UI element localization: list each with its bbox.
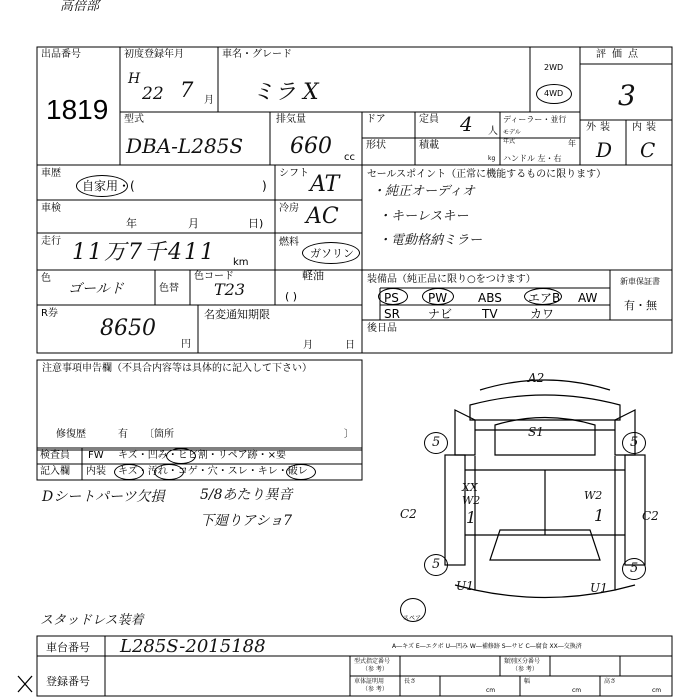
mark-u1-left: U1 <box>456 579 474 593</box>
mark-u1-right: U1 <box>590 581 608 595</box>
warranty-label: 新車保証書 <box>620 277 660 286</box>
mark-w2-left: W2 <box>462 494 481 507</box>
color-code-value: T23 <box>214 280 246 299</box>
check-row2-tag: 内装 <box>86 466 106 477</box>
footer-length: 長さ <box>404 678 417 685</box>
shift-label: シフト <box>279 168 309 179</box>
footer-class: 類別区分番号 <box>504 658 541 665</box>
history-close: ) <box>262 179 267 193</box>
footer-ref3: （参 考） <box>362 686 388 693</box>
footer-width: 幅 <box>524 678 531 685</box>
first-reg-month-unit: 月 <box>204 95 214 106</box>
check-label-2: 記入欄 <box>40 466 70 477</box>
displacement-label: 排気量 <box>276 114 306 125</box>
mileage-label: 走行 <box>41 236 61 247</box>
displacement-unit: cc <box>344 152 355 163</box>
ext-score: D <box>596 138 613 162</box>
mark-xx: XX <box>462 481 478 494</box>
handle-label: ハンドル 左・右 <box>503 154 562 163</box>
door-label: ドア <box>366 114 386 125</box>
first-reg-month: 7 <box>180 78 194 102</box>
first-reg-label: 初度登録年月 <box>124 49 184 60</box>
equip-airbag: エアB <box>528 291 561 305</box>
repair-has: 有 <box>118 429 128 440</box>
notes-label: 注意事項申告欄（不具合内容等は具体的に記入して下さい） <box>42 363 312 374</box>
points-item-1: ・純正オーディオ <box>372 184 475 199</box>
shape-label: 形状 <box>366 140 386 151</box>
shift-value: AT <box>310 172 340 197</box>
color-label: 色 <box>41 273 51 284</box>
tax-notice-month: 月 <box>303 340 313 351</box>
loading-label: 積載 <box>419 140 439 151</box>
int-score: C <box>640 138 656 162</box>
drive-2wd: 2WD <box>544 63 564 72</box>
mileage-unit: km <box>233 257 249 268</box>
equip-pw: PW <box>428 291 448 305</box>
history-label: 車歴 <box>41 168 61 179</box>
color-code-label: 色コード <box>194 271 234 282</box>
reg-no-label: 登録番号 <box>46 675 90 688</box>
tax-notice-day: 日 <box>345 340 355 351</box>
chassis-label: 車台番号 <box>46 641 90 654</box>
equip-abs: ABS <box>478 291 502 305</box>
remark-2: 5/8あたり異音 <box>200 487 293 503</box>
equip-sr: SR <box>384 307 400 321</box>
points-item-3: ・電動格納ミラー <box>378 233 483 248</box>
footer-height: 高さ <box>604 678 617 685</box>
footer-ref1: （参 考） <box>362 666 388 673</box>
car-name-label: 車名・グレード <box>222 49 292 60</box>
repair-close: 〕 <box>344 429 354 440</box>
displacement-value: 660 <box>290 134 332 159</box>
inspection-label: 車検 <box>41 203 61 214</box>
chassis-value: L285S-2015188 <box>120 636 266 657</box>
capacity-label: 定員 <box>419 114 439 125</box>
lot-label: 出品番号 <box>41 49 81 60</box>
capacity-unit: 人 <box>488 126 498 137</box>
recycle-value: 8650 <box>100 316 156 341</box>
points-item-2: ・キーレスキー <box>378 209 469 224</box>
remark-1: Dシートパーツ欠損 <box>42 489 165 505</box>
equip-ps: PS <box>384 291 399 305</box>
score-label: 評価点 <box>596 49 644 60</box>
tax-notice-label: 名変通知期限 <box>204 308 270 321</box>
remark-4: スタッドレス装着 <box>40 613 144 628</box>
check-row2: キズ・汚れ・コゲ・穴・スレ・キレ・破レ <box>118 466 308 477</box>
fuel-paren: ( ) <box>285 290 298 303</box>
repair-label: 修復歴 <box>56 429 86 440</box>
footer-body-cert: 車体証明用 <box>354 678 385 685</box>
equip-leather: カワ <box>530 307 555 321</box>
color-change-label: 色替 <box>159 283 179 294</box>
mark-a2: A2 <box>528 371 545 385</box>
score-value: 3 <box>618 79 636 112</box>
model-year-label2: 年式 <box>503 138 516 145</box>
equip-navi: ナビ <box>428 307 453 321</box>
aircon-value: AC <box>306 204 339 229</box>
inspection-year: 年 <box>126 217 137 230</box>
lot-number: 1819 <box>46 94 109 125</box>
dealer-label: ディーラー・並行 <box>503 115 567 124</box>
recycle-unit: 円 <box>181 339 191 350</box>
mark-1-left: 1 <box>466 508 477 527</box>
fuel-label: 燃料 <box>279 237 299 248</box>
equip-tv: TV <box>482 307 498 321</box>
ext-label: 外装 <box>586 122 614 133</box>
check-label-1: 検査員 <box>40 450 70 461</box>
model-year-label1: モデル <box>503 129 521 136</box>
repair-part: 〔箇所 <box>144 429 174 440</box>
points-label: セールスポイント（正常に機能するものに限ります） <box>367 169 607 180</box>
mark-5-rl: 5 <box>432 557 441 572</box>
capacity-value: 4 <box>460 112 473 136</box>
inspection-day: 日) <box>248 217 264 230</box>
model-year-unit: 年 <box>568 139 576 148</box>
history-value: 自家用・( <box>82 179 135 193</box>
equipment-label: 装備品（純正品に限り○をつけます） <box>367 274 536 285</box>
warranty-value: 有・無 <box>624 299 657 312</box>
footer-width-cm: cm <box>572 687 582 694</box>
mark-c2-right: C2 <box>642 509 659 523</box>
model-label: 型式 <box>124 114 144 125</box>
first-reg-year: 22 <box>142 84 164 104</box>
mark-c2-left: C2 <box>400 507 417 521</box>
aircon-label: 冷房 <box>279 203 299 214</box>
mark-1-right: 1 <box>594 506 605 525</box>
check-row1-tag: FW <box>88 450 104 461</box>
loading-unit: kg <box>488 155 496 162</box>
footer-cert: 型式指定番号 <box>354 658 391 665</box>
header-scribble: 高倍部 <box>60 0 100 14</box>
mileage-value: 11万7千411 <box>72 240 216 265</box>
inspection-month: 月 <box>188 217 199 230</box>
fuel-light: 軽油 <box>302 269 324 282</box>
color-value: ゴールド <box>68 281 124 297</box>
footer-length-cm: cm <box>486 687 496 694</box>
mark-s1: S1 <box>528 425 544 439</box>
footer-ref2: （参 考） <box>512 666 538 673</box>
recycle-label: R券 <box>41 308 58 319</box>
remark-3: 下廻りアショ7 <box>200 513 293 529</box>
mark-5-fr: 5 <box>630 435 639 450</box>
int-label: 内装 <box>632 122 660 133</box>
damage-legend: A―キズ E―エクボ U―凹み W―補修跡 S―サビ C―腐食 XX―交換済 <box>392 643 582 650</box>
mark-5-fl: 5 <box>432 435 441 450</box>
first-reg-era: H <box>128 71 141 87</box>
drive-4wd: 4WD <box>544 89 564 98</box>
check-row1: キズ・凹み・ヒビ割・リペア跡・×要 <box>118 450 286 461</box>
fuel-gas: ガソリン <box>310 247 354 260</box>
footer-height-cm: cm <box>652 687 662 694</box>
model-value: DBA-L285S <box>126 134 244 158</box>
equip-aw: AW <box>578 291 598 305</box>
spare-tire-label: スペア <box>403 615 422 622</box>
car-name-value: ミラ X <box>252 80 319 105</box>
rear-seat-label: 後日品 <box>367 323 397 334</box>
mark-5-rr: 5 <box>630 561 639 576</box>
mark-w2-right: W2 <box>584 489 603 502</box>
